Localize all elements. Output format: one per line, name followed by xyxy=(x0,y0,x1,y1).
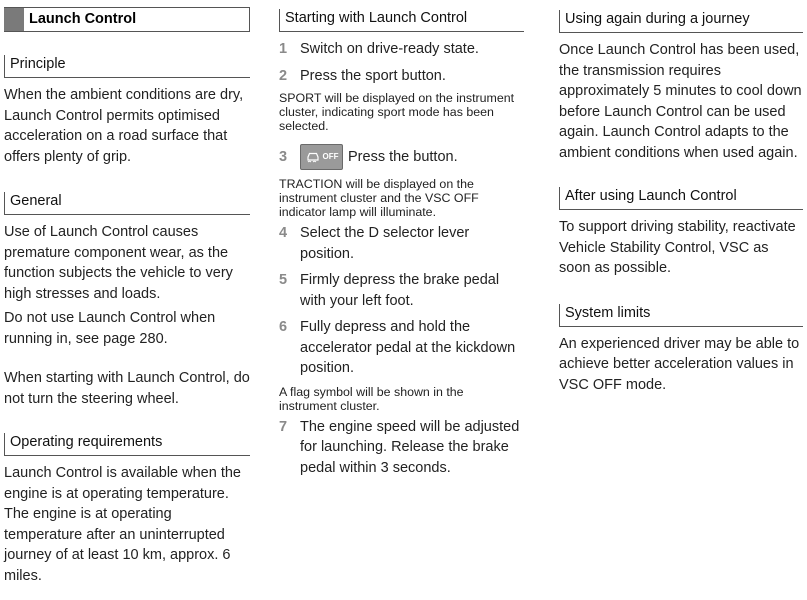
step-text: Select the D selector lever position. xyxy=(300,225,470,262)
step-number: 7 xyxy=(279,418,288,435)
section-title: Launch Control xyxy=(4,7,250,32)
note-sport: SPORT will be displayed on the instrument cluster, indicating sport mode has been selected. xyxy=(279,91,515,133)
note-traction: TRACTION will be displayed on the instrument cluster and the VSC OFF indicator lamp will illuminate. xyxy=(279,177,479,219)
step-3 xyxy=(279,144,524,170)
step-4 xyxy=(279,223,524,264)
step-1 xyxy=(279,39,524,60)
car-skid-icon xyxy=(305,149,321,165)
after-text: To support driving stability, reactivate Vehicle Stability Control, VSC as soon as possible. xyxy=(559,219,796,276)
general-text-2: Do not use Launch Control when running in, see page 280. xyxy=(4,310,216,347)
button-off-label: OFF xyxy=(322,151,339,161)
step-7 xyxy=(279,417,524,479)
note-flag: A flag symbol will be shown in the instrument cluster. xyxy=(279,384,464,413)
vsc-off-icon xyxy=(300,144,343,170)
step-text: Press the sport button. xyxy=(300,67,446,84)
step-text: Press the button. xyxy=(348,148,458,165)
step-number: 4 xyxy=(279,225,288,241)
limits-heading: System limits xyxy=(559,301,803,327)
step-text: Switch on drive-ready state. xyxy=(300,41,479,57)
after-heading: After using Launch Control xyxy=(559,184,803,210)
step-text: The engine speed will be adjusted for launching. Release the brake pedal within 3 seconds. xyxy=(300,418,520,476)
column-left xyxy=(4,0,250,586)
step-2 xyxy=(279,66,524,87)
step-number: 6 xyxy=(279,319,288,335)
principle-text: When the ambient conditions are dry, Launch Control permits optimised acceleration on a road surface that offers plenty of grip. xyxy=(4,87,244,165)
step-number: 3 xyxy=(279,148,288,165)
requirements-heading: Operating requirements xyxy=(4,430,250,456)
step-number: 1 xyxy=(279,41,288,57)
step-number: 2 xyxy=(279,67,288,84)
column-right xyxy=(559,0,803,395)
step-text: Fully depress and hold the accelerator pedal at the kickdown position. xyxy=(300,319,516,376)
step-number: 5 xyxy=(279,272,288,288)
step-5 xyxy=(279,270,524,311)
again-heading: Using again during a journey xyxy=(559,7,803,33)
column-middle xyxy=(279,0,524,478)
again-text: Once Launch Control has been used, the transmission requires approximately 5 minutes to cool down before Launch Control can be used again. Launch Control adapts to the ambient conditions when used again. xyxy=(559,42,802,161)
limits-text: An experienced driver may be able to achieve better acceleration values in VSC OFF mode. xyxy=(559,335,800,393)
general-text-3: When starting with Launch Control, do not turn the steering wheel. xyxy=(4,370,250,407)
principle-heading: Principle xyxy=(4,52,250,78)
general-heading: General xyxy=(4,189,250,215)
starting-heading: Starting with Launch Control xyxy=(279,6,524,32)
step-6 xyxy=(279,317,524,379)
general-text-1: Use of Launch Control causes premature component wear, as the function subjects the vehicle to very high stresses and loads. xyxy=(4,224,233,302)
step-text: Firmly depress the brake pedal with your left foot. xyxy=(300,272,500,309)
requirements-text: Launch Control is available when the engine is at operating temperature. The engine is at operating temperature after an uninterrupted journey of at least 10 km, approx. 6 miles. xyxy=(4,465,241,584)
